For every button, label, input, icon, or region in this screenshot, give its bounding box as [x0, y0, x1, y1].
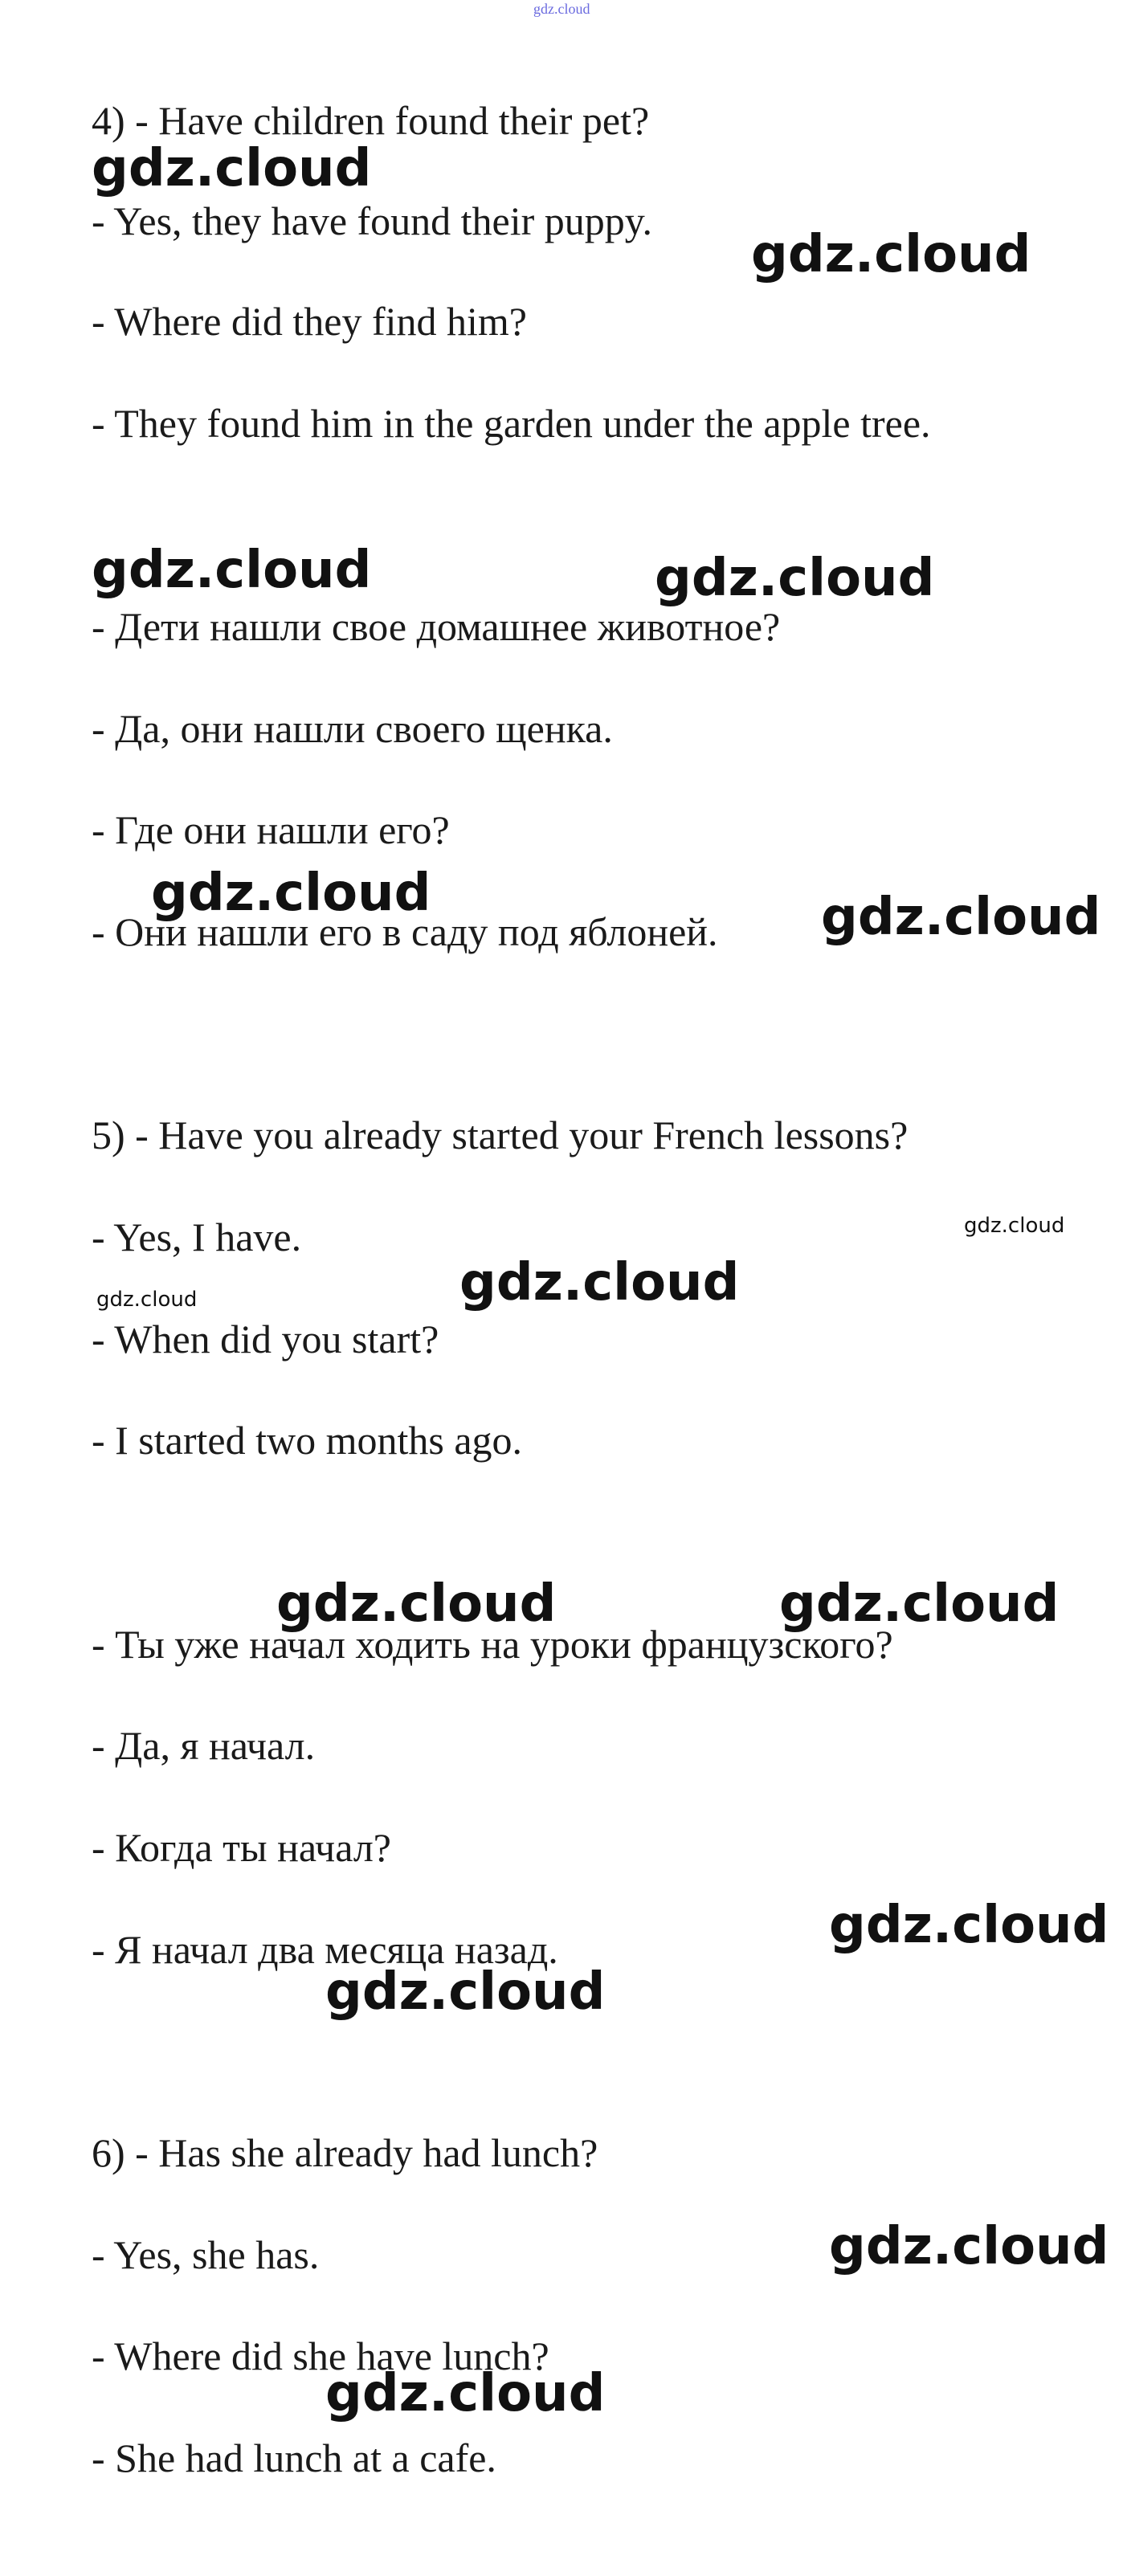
watermark: gdz.cloud — [96, 1288, 198, 1312]
watermark: gdz.cloud — [821, 888, 1101, 947]
translation-line: - Где они нашли его? — [92, 807, 450, 852]
watermark: gdz.cloud — [459, 1253, 740, 1312]
translation-line: - Я начал два месяца назад. — [92, 1927, 558, 1972]
dialogue-line: - She had lunch at a cafe. — [92, 2435, 496, 2480]
translation-line: - Когда ты начал? — [92, 1825, 391, 1870]
dialogue-line: - Yes, she has. — [92, 2232, 320, 2277]
watermark: gdz.cloud — [779, 1574, 1060, 1634]
dialogue-line: 4) - Have children found their pet? — [92, 98, 650, 143]
translation-line: - Они нашли его в саду под яблоней. — [92, 909, 718, 954]
watermark: gdz.cloud — [655, 549, 935, 608]
watermark: gdz.cloud — [151, 863, 431, 923]
dialogue-line: - They found him in the garden under the apple tree. — [92, 401, 931, 446]
dialogue-line: - When did you start? — [92, 1317, 439, 1361]
dialogue-line: 5) - Have you already started your French lessons? — [92, 1112, 909, 1157]
watermark: gdz.cloud — [751, 225, 1031, 284]
translation-line: - Да, я начал. — [92, 1723, 316, 1768]
watermark-top: gdz.cloud — [533, 1, 590, 17]
translation-line: - Ты уже начал ходить на уроки французского? — [92, 1622, 893, 1667]
dialogue-line: - I started two months ago. — [92, 1418, 523, 1463]
translation-line: - Дети нашли свое домашнее животное? — [92, 604, 781, 649]
watermark: gdz.cloud — [829, 2217, 1109, 2276]
dialogue-line: - Yes, I have. — [92, 1215, 302, 1259]
dialogue-line: 6) - Has she already had lunch? — [92, 2130, 598, 2175]
watermark: gdz.cloud — [276, 1574, 557, 1634]
translation-line: - Да, они нашли своего щенка. — [92, 706, 613, 751]
watermark: gdz.cloud — [829, 1896, 1109, 1955]
dialogue-line: - Where did she have lunch? — [92, 2333, 549, 2378]
watermark: gdz.cloud — [92, 541, 372, 600]
watermark: gdz.cloud — [325, 1962, 606, 2022]
watermark: gdz.cloud — [92, 139, 372, 198]
watermark: gdz.cloud — [325, 2364, 606, 2423]
dialogue-line: - Yes, they have found their puppy. — [92, 198, 653, 243]
dialogue-line: - Where did they find him? — [92, 299, 527, 344]
watermark: gdz.cloud — [964, 1214, 1065, 1238]
